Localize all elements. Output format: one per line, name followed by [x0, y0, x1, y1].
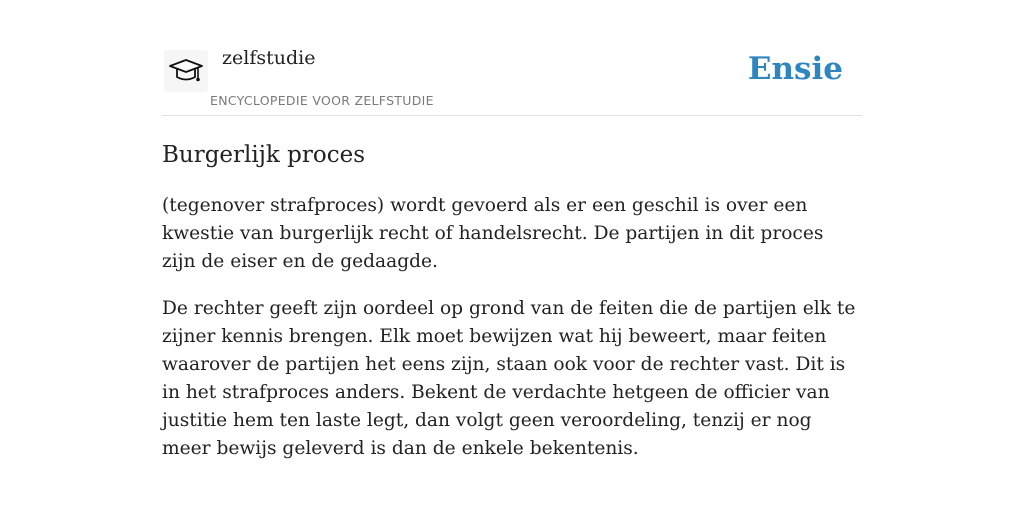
graduation-cap-icon [167, 56, 205, 86]
article-title: Burgerlijk proces [162, 142, 365, 168]
site-tagline: ENCYCLOPEDIE VOOR ZELFSTUDIE [210, 93, 434, 108]
site-logo[interactable] [164, 50, 208, 92]
site-name-link[interactable]: zelfstudie [222, 47, 316, 69]
site-header [162, 0, 862, 116]
brand-logo-link[interactable]: Ensie [747, 51, 843, 87]
article-paragraph-1: (tegenover strafproces) wordt gevoerd als er een geschil is over een kwestie van burgerlijk recht of handelsrecht. De partijen in dit proces zijn de eiser en de gedaagde. [162, 195, 824, 272]
article-paragraph-2: De rechter geeft zijn oordeel op grond van de feiten die de partijen elk te zijner kennis brengen. Elk moet bewijzen wat hij beweert, maar feiten waarover de partijen het eens zijn, staan ook voor de rechter vast. Dit is in het strafproces anders. Bekent de verdachte hetgeen de officier van justitie hem ten laste legt, dan volgt geen veroordeling, tenzij er nog meer bewijs geleverd is dan de enkele bekentenis. [162, 298, 856, 459]
page-container [162, 0, 862, 459]
